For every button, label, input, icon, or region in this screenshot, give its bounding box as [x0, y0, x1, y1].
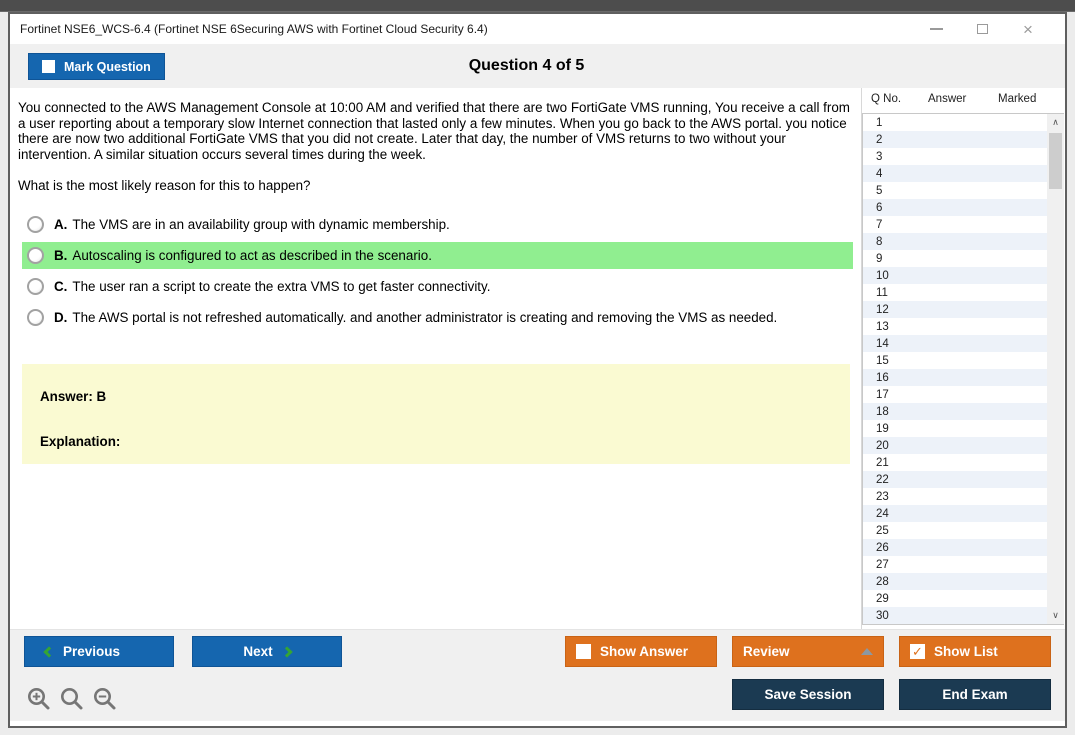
row-qno: 14 [876, 337, 889, 350]
row-qno: 25 [876, 524, 889, 537]
row-qno: 11 [876, 286, 888, 299]
row-qno: 9 [876, 252, 883, 265]
minimize-icon[interactable] [913, 16, 959, 42]
question-list-row[interactable] [863, 573, 1047, 590]
main-area [10, 88, 1065, 629]
question-prompt: What is the most likely reason for this to happen? [18, 178, 311, 194]
footer-right-buttons [565, 636, 1051, 710]
scroll-down-icon[interactable]: ∨ [1052, 610, 1059, 620]
question-list-row[interactable] [863, 284, 1047, 301]
show-answer-checkbox[interactable] [576, 644, 591, 659]
row-qno: 1 [876, 116, 883, 129]
question-list-row[interactable] [863, 556, 1047, 573]
question-list-row[interactable] [863, 148, 1047, 165]
maximize-glyph [977, 24, 988, 34]
show-list-label: Show List [934, 644, 998, 659]
question-list-row[interactable] [863, 233, 1047, 250]
app-window [8, 12, 1067, 728]
option-text: The VMS are in an availability group with dynamic membership. [72, 216, 450, 232]
option-letter: C. [54, 278, 68, 294]
question-list-row[interactable] [863, 437, 1047, 454]
row-qno: 17 [876, 388, 889, 401]
question-list-row[interactable] [863, 250, 1047, 267]
answer-option[interactable] [22, 273, 853, 300]
zoom-out-icon[interactable] [92, 686, 118, 712]
question-list-row[interactable] [863, 301, 1047, 318]
row-qno: 22 [876, 473, 889, 486]
row-qno: 30 [876, 609, 889, 622]
window-title: Fortinet NSE6_WCS-6.4 (Fortinet NSE 6Securing AWS with Fortinet Cloud Security 6.4) [20, 22, 488, 36]
zoom-reset-icon[interactable] [59, 686, 85, 712]
question-list-row[interactable] [863, 386, 1047, 403]
maximize-icon[interactable] [959, 16, 1005, 42]
end-exam-label: End Exam [942, 687, 1008, 702]
row-qno: 18 [876, 405, 889, 418]
column-answer: Answer [928, 93, 967, 105]
row-qno: 20 [876, 439, 889, 452]
row-qno: 21 [876, 456, 889, 469]
options-list [22, 211, 853, 331]
chevron-right-icon [281, 646, 292, 657]
footer-bar [10, 629, 1065, 721]
row-qno: 24 [876, 507, 889, 520]
question-list-row[interactable] [863, 131, 1047, 148]
previous-button[interactable] [24, 636, 174, 667]
option-letter: A. [54, 216, 68, 232]
show-list-checkbox[interactable]: ✓ [910, 644, 925, 659]
question-list-row[interactable] [863, 114, 1047, 131]
answer-option[interactable] [22, 211, 853, 238]
previous-label: Previous [63, 644, 121, 659]
option-text: Autoscaling is configured to act as described in the scenario. [72, 247, 432, 263]
explanation-label: Explanation: [40, 433, 121, 449]
option-text: The AWS portal is not refreshed automatically. and another administrator is creating and removing the VMS as needed. [72, 309, 778, 325]
mark-question-label: Mark Question [64, 59, 151, 74]
question-counter: Question 4 of 5 [468, 57, 585, 74]
option-letter: D. [54, 309, 68, 325]
answer-box [22, 364, 850, 464]
question-list-header [862, 88, 1065, 113]
question-list-row[interactable] [863, 607, 1047, 624]
question-list-row[interactable] [863, 267, 1047, 284]
row-qno: 7 [876, 218, 883, 231]
zoom-in-icon[interactable] [26, 686, 52, 712]
question-list-row[interactable] [863, 471, 1047, 488]
save-session-button[interactable] [732, 679, 884, 710]
answer-option[interactable] [22, 242, 853, 269]
background-window-strip [0, 0, 1075, 12]
question-list-row[interactable] [863, 182, 1047, 199]
row-qno: 5 [876, 184, 883, 197]
show-answer-button[interactable] [565, 636, 717, 667]
row-qno: 4 [876, 167, 883, 180]
question-list-box [862, 113, 1064, 625]
question-list-row[interactable] [863, 335, 1047, 352]
answer-label: Answer: B [40, 388, 107, 404]
show-list-button[interactable] [899, 636, 1051, 667]
title-bar [10, 14, 1065, 44]
radio-icon[interactable] [27, 247, 44, 264]
row-qno: 2 [876, 133, 883, 146]
question-list-row[interactable] [863, 590, 1047, 607]
row-qno: 19 [876, 422, 889, 435]
row-qno: 28 [876, 575, 889, 588]
option-text: The user ran a script to create the extra VMS to get faster connectivity. [72, 278, 491, 294]
row-qno: 23 [876, 490, 889, 503]
end-exam-button[interactable] [899, 679, 1051, 710]
radio-icon[interactable] [27, 309, 44, 326]
row-qno: 16 [876, 371, 889, 384]
row-qno: 10 [876, 269, 889, 282]
option-letter: B. [54, 247, 68, 263]
review-label: Review [743, 644, 790, 659]
next-button[interactable] [192, 636, 342, 667]
column-marked: Marked [998, 93, 1037, 105]
chevron-left-icon [43, 646, 54, 657]
mark-question-checkbox[interactable] [42, 60, 55, 73]
question-panel [10, 88, 861, 629]
row-qno: 15 [876, 354, 889, 367]
minimize-glyph [930, 28, 943, 30]
review-button[interactable] [732, 636, 884, 667]
question-list-row[interactable] [863, 352, 1047, 369]
save-session-label: Save Session [764, 687, 852, 702]
scroll-up-icon[interactable]: ∧ [1052, 117, 1059, 127]
question-list-row[interactable] [863, 216, 1047, 233]
row-qno: 6 [876, 201, 883, 214]
row-qno: 8 [876, 235, 883, 248]
question-list-row[interactable] [863, 369, 1047, 386]
question-list-row[interactable] [863, 165, 1047, 182]
close-icon[interactable]: × [1023, 19, 1033, 39]
scroll-thumb[interactable] [1049, 133, 1062, 189]
zoom-controls [26, 686, 118, 712]
question-list [863, 114, 1047, 624]
triangle-up-icon [861, 648, 873, 655]
toolbar [10, 44, 1065, 88]
scrollbar[interactable] [1047, 114, 1064, 624]
row-qno: 12 [876, 303, 889, 316]
question-text: You connected to the AWS Management Console at 10:00 AM and verified that there are two FortiGate VMS running, You receive a call from a user reporting about a temporary slow Internet connection that lasted only a few minutes. When you go back to the AWS portal. you notice there are now two additional FortiGate VMS that you did not create. Later that day, the number of VMS returns to two without your intervention. A similar situation occurs several times during the week. [18, 100, 850, 162]
radio-icon[interactable] [27, 278, 44, 295]
question-list-row[interactable] [863, 403, 1047, 420]
question-list-row[interactable] [863, 539, 1047, 556]
row-qno: 27 [876, 558, 889, 571]
question-list-row[interactable] [863, 488, 1047, 505]
question-list-row[interactable] [863, 522, 1047, 539]
window-controls [913, 16, 1065, 42]
column-qno: Q No. [871, 93, 902, 105]
question-list-row[interactable] [863, 454, 1047, 471]
question-list-row[interactable] [863, 420, 1047, 437]
question-list-row[interactable] [863, 505, 1047, 522]
radio-icon[interactable] [27, 216, 44, 233]
row-qno: 3 [876, 150, 883, 163]
next-label: Next [243, 644, 273, 659]
question-list-panel [861, 88, 1065, 629]
row-qno: 29 [876, 592, 889, 605]
row-qno: 26 [876, 541, 889, 554]
row-qno: 13 [876, 320, 889, 333]
show-answer-label: Show Answer [600, 644, 689, 659]
answer-option[interactable] [22, 304, 853, 331]
question-list-row[interactable] [863, 199, 1047, 216]
question-list-row[interactable] [863, 318, 1047, 335]
